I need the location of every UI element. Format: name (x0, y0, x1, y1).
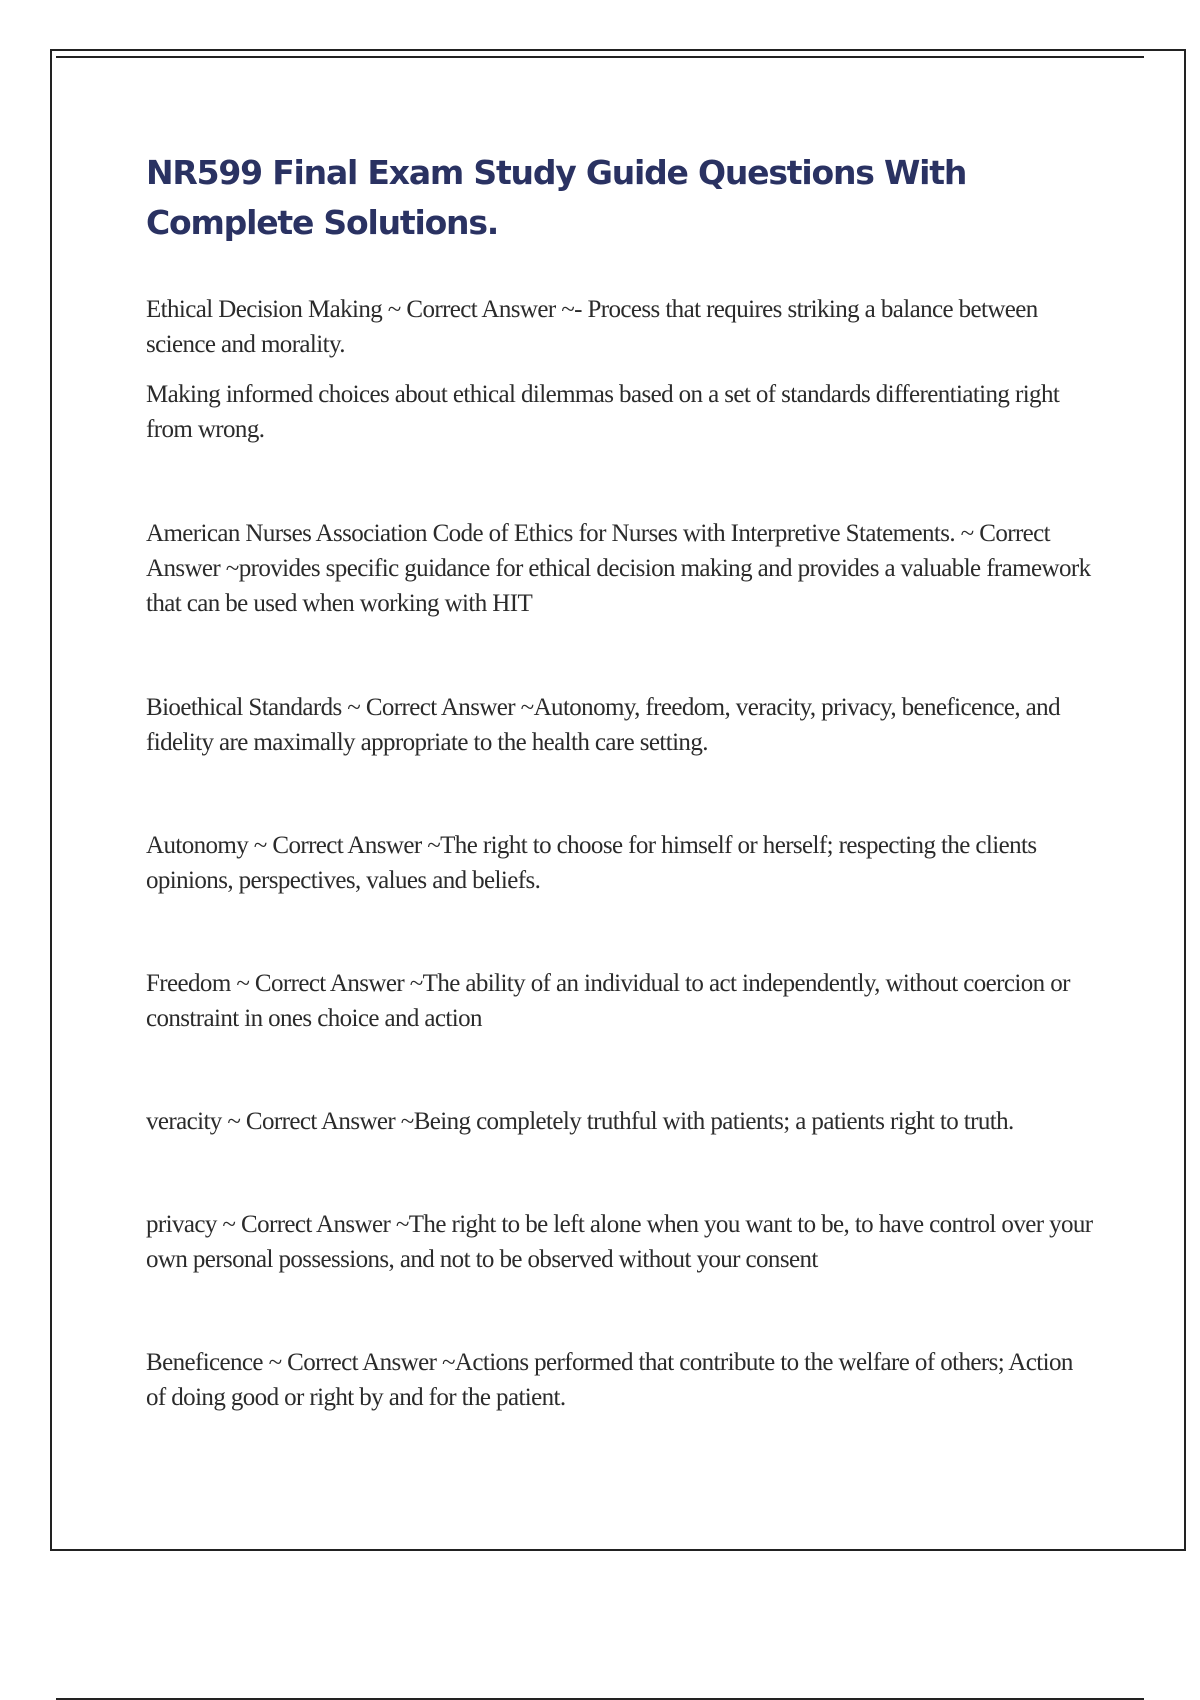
entry-paragraph: Beneficence ~ Correct Answer ~Actions performed that contribute to the welfare of others; Action of doing good or right by and for the patient. (146, 1349, 1073, 1411)
entry-paragraph: privacy ~ Correct Answer ~The right to be left alone when you want to be, to have control over your own personal possessions, and not to be observed without your consent (146, 1211, 1093, 1273)
entry-autonomy (146, 828, 1096, 898)
document-title: NR599 Final Exam Study Guide Questions With Complete Solutions. (146, 153, 967, 242)
entry-bioethical-standards (146, 690, 1096, 760)
entry-paragraph: American Nurses Association Code of Ethics for Nurses with Interpretive Statements. ~ Correct Answer ~provides specific guidance for ethical decision making and provides a valuable framework that can be used when working with HIT (146, 520, 1091, 617)
entry-ethical-decision-making (146, 292, 1096, 447)
entry-paragraph: veracity ~ Correct Answer ~Being completely truthful with patients; a patients right to truth. (146, 1108, 1014, 1135)
entry-paragraph: Bioethical Standards ~ Correct Answer ~Autonomy, freedom, veracity, privacy, beneficence, and fidelity are maximally appropriate to the health care setting. (146, 694, 1060, 756)
entry-veracity (146, 1104, 1096, 1139)
entry-freedom (146, 966, 1096, 1036)
entry-ana-code-of-ethics (146, 516, 1096, 621)
entry-paragraph: Making informed choices about ethical dilemmas based on a set of standards differentiating right from wrong. (146, 381, 1060, 443)
entry-privacy (146, 1207, 1096, 1277)
document-body (146, 292, 1096, 1415)
entry-paragraph: Autonomy ~ Correct Answer ~The right to choose for himself or herself; respecting the clients opinions, perspectives, values and beliefs. (146, 832, 1037, 894)
entry-paragraph: Ethical Decision Making ~ Correct Answer ~- Process that requires striking a balance between science and morality. (146, 296, 1038, 358)
entry-beneficence (146, 1345, 1096, 1415)
entry-paragraph: Freedom ~ Correct Answer ~The ability of an individual to act independently, without coercion or constraint in ones choice and action (146, 970, 1070, 1032)
